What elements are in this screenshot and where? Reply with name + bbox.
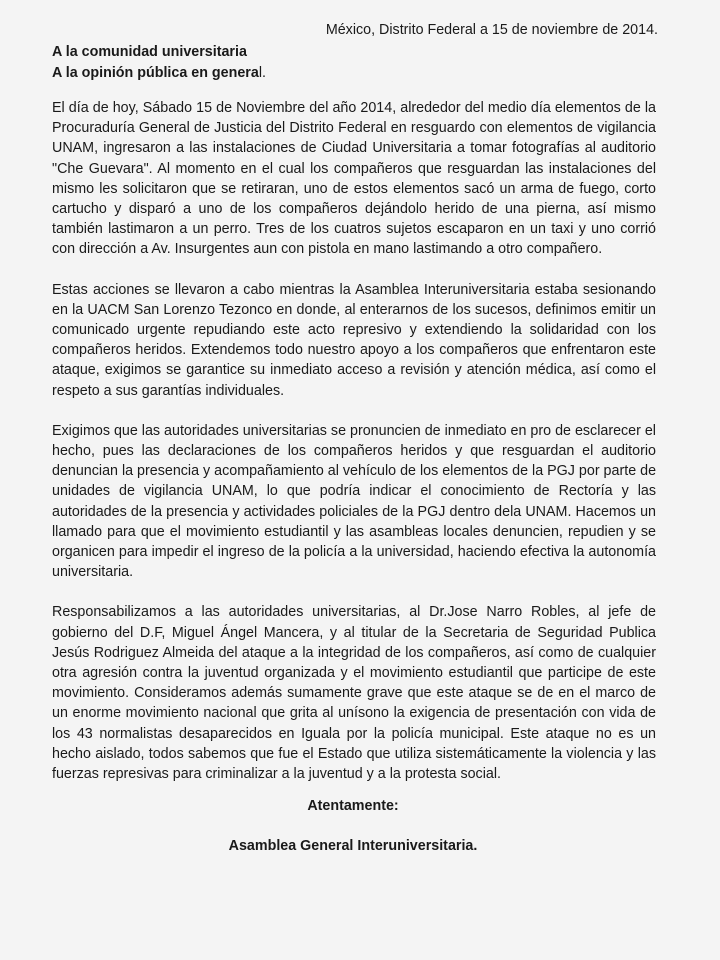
paragraph-2: Estas acciones se llevaron a cabo mientras la Asamblea Interuniversitaria estaba sesionando en la UACM San Lorenzo Tezonco en donde, al enterarnos de los sucesos, definimos emitir un comunicado urgente repudiando este acto represivo y extendiendo la solidaridad con los compañeros heridos. Extendemos todo nuestro apoyo a los compañeros que enfrentaron este ataque, exigimos se garantice su inmediato acceso a revisión y atención médica, así como el respeto a sus garantías individuales. [52, 281, 656, 399]
salutation [52, 42, 266, 84]
salutation-line-1: A la comunidad universitaria [52, 44, 247, 60]
letter-body [52, 98, 656, 804]
paragraph-3: Exigimos que las autoridades universitarias se pronuncien de inmediato en pro de esclarecer el hecho, pues las declaraciones de los compañeros heridos y que resguardan el auditorio denuncian la presencia y acompañamiento al vehículo de los elementos de la PGJ por parte de unidades de vigilancia UNAM, lo que podría indicar el conocimiento de Rectoría y las autoridades de la presencia y actividades policiales de la PGJ dentro dela UNAM. Hacemos un llamado para que el movimiento estudiantil y las asambleas locales denuncien, repudien y se organicen para impedir el ingreso de la policía a la universidad, haciendo efectiva la autonomía universitaria. [52, 422, 657, 581]
salutation-line-2-tail: l. [258, 65, 266, 81]
signature-line: Asamblea General Interuniversitaria. [228, 838, 478, 854]
salutation-line-2 [52, 63, 266, 84]
closing-line: Atentamente: [307, 798, 399, 814]
paragraph-1: El día de hoy, Sábado 15 de Noviembre del año 2014, alrededor del medio día elementos de la Procuraduría General de Justicia del Distrito Federal en resguardo con elementos de vigilancia UNAM, ingresaron a las instalaciones de Ciudad Universitaria a tomar fotografías al auditorio "Che Guevara". Al momento en el cual los compañeros que resguardan las instalaciones del mismo les solicitaron que se retiraran, uno de estos elementos sacó un arma de fuego, corto cartucho y disparó a uno de los compañeros dejándolo herido de una pierna, así mismo también lastimaron a un perro. Tres de los cuatros sujetos escaparon en un taxi y uno corrió con dirección a Av. Insurgentes aun con pistola en mano lastimando a otro compañero. [52, 100, 656, 258]
salutation-line-2-bold: A la opinión pública en genera [52, 65, 259, 81]
paragraph-4: Responsabilizamos a las autoridades universitarias, al Dr.Jose Narro Robles, al jefe de gobierno del D.F, Miguel Ángel Mancera, y al titular de la Secretaria de Seguridad Publica Jesús Rodriguez Almeida del ataque a la integridad de los compañeros, así como de cualquier otra agresión contra la juventud organizada y el movimiento estudiantil que participe de este movimiento. Consideramos además sumamente grave que este ataque se de en el marco de un enorme movimiento nacional que grita al unísono la exigencia de presentación con vida de los 43 normalistas desaparecidos en Iguala por la policía municipal. Este ataque no es un hecho aislado, todos sabemos que fue el Estado que utiliza sistemáticamente la violencia y las fuerzas represivas para criminalizar a la juventud y a la protesta social. [52, 604, 656, 783]
date-line: México, Distrito Federal a 15 de noviembre de 2014. [325, 22, 658, 38]
